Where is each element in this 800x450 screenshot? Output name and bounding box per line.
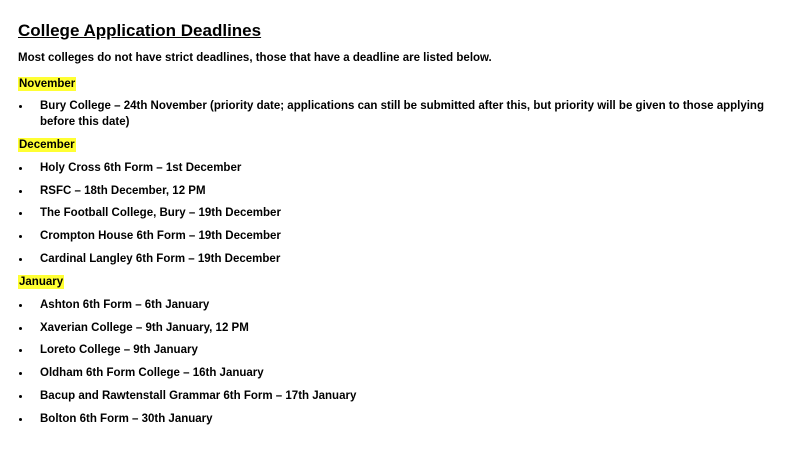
section-heading-november: November — [19, 78, 76, 90]
section-heading-december: December — [19, 139, 75, 151]
page-title: College Application Deadlines — [18, 21, 262, 40]
deadline-item: Bolton 6th Form – 30th January — [18, 411, 788, 427]
deadline-item: Oldham 6th Form College – 16th January — [18, 365, 788, 381]
deadline-item: Holy Cross 6th Form – 1st December — [18, 160, 788, 176]
deadline-list-january — [18, 297, 788, 427]
deadline-item: Xaverian College – 9th January, 12 PM — [18, 320, 788, 336]
deadline-item: The Football College, Bury – 19th December — [18, 205, 788, 221]
document-page — [18, 20, 788, 427]
deadline-item: Ashton 6th Form – 6th January — [18, 297, 788, 313]
deadline-list-november — [18, 98, 788, 130]
section-december — [18, 135, 788, 267]
intro-text: Most colleges do not have strict deadlines, those that have a deadline are listed below. — [18, 52, 492, 64]
deadline-item: Loreto College – 9th January — [18, 342, 788, 358]
section-january — [18, 272, 788, 427]
deadline-item: Bacup and Rawtenstall Grammar 6th Form – 17th January — [18, 388, 788, 404]
section-november — [18, 74, 788, 130]
deadline-list-december — [18, 160, 788, 267]
deadline-item: Bury College – 24th November (priority date; applications can still be submitted after this, but priority will be given to those applying before this date) — [18, 98, 788, 130]
deadline-item: Cardinal Langley 6th Form – 19th December — [18, 251, 788, 267]
deadline-item: Crompton House 6th Form – 19th December — [18, 228, 788, 244]
deadline-item: RSFC – 18th December, 12 PM — [18, 183, 788, 199]
section-heading-january: January — [19, 275, 64, 288]
